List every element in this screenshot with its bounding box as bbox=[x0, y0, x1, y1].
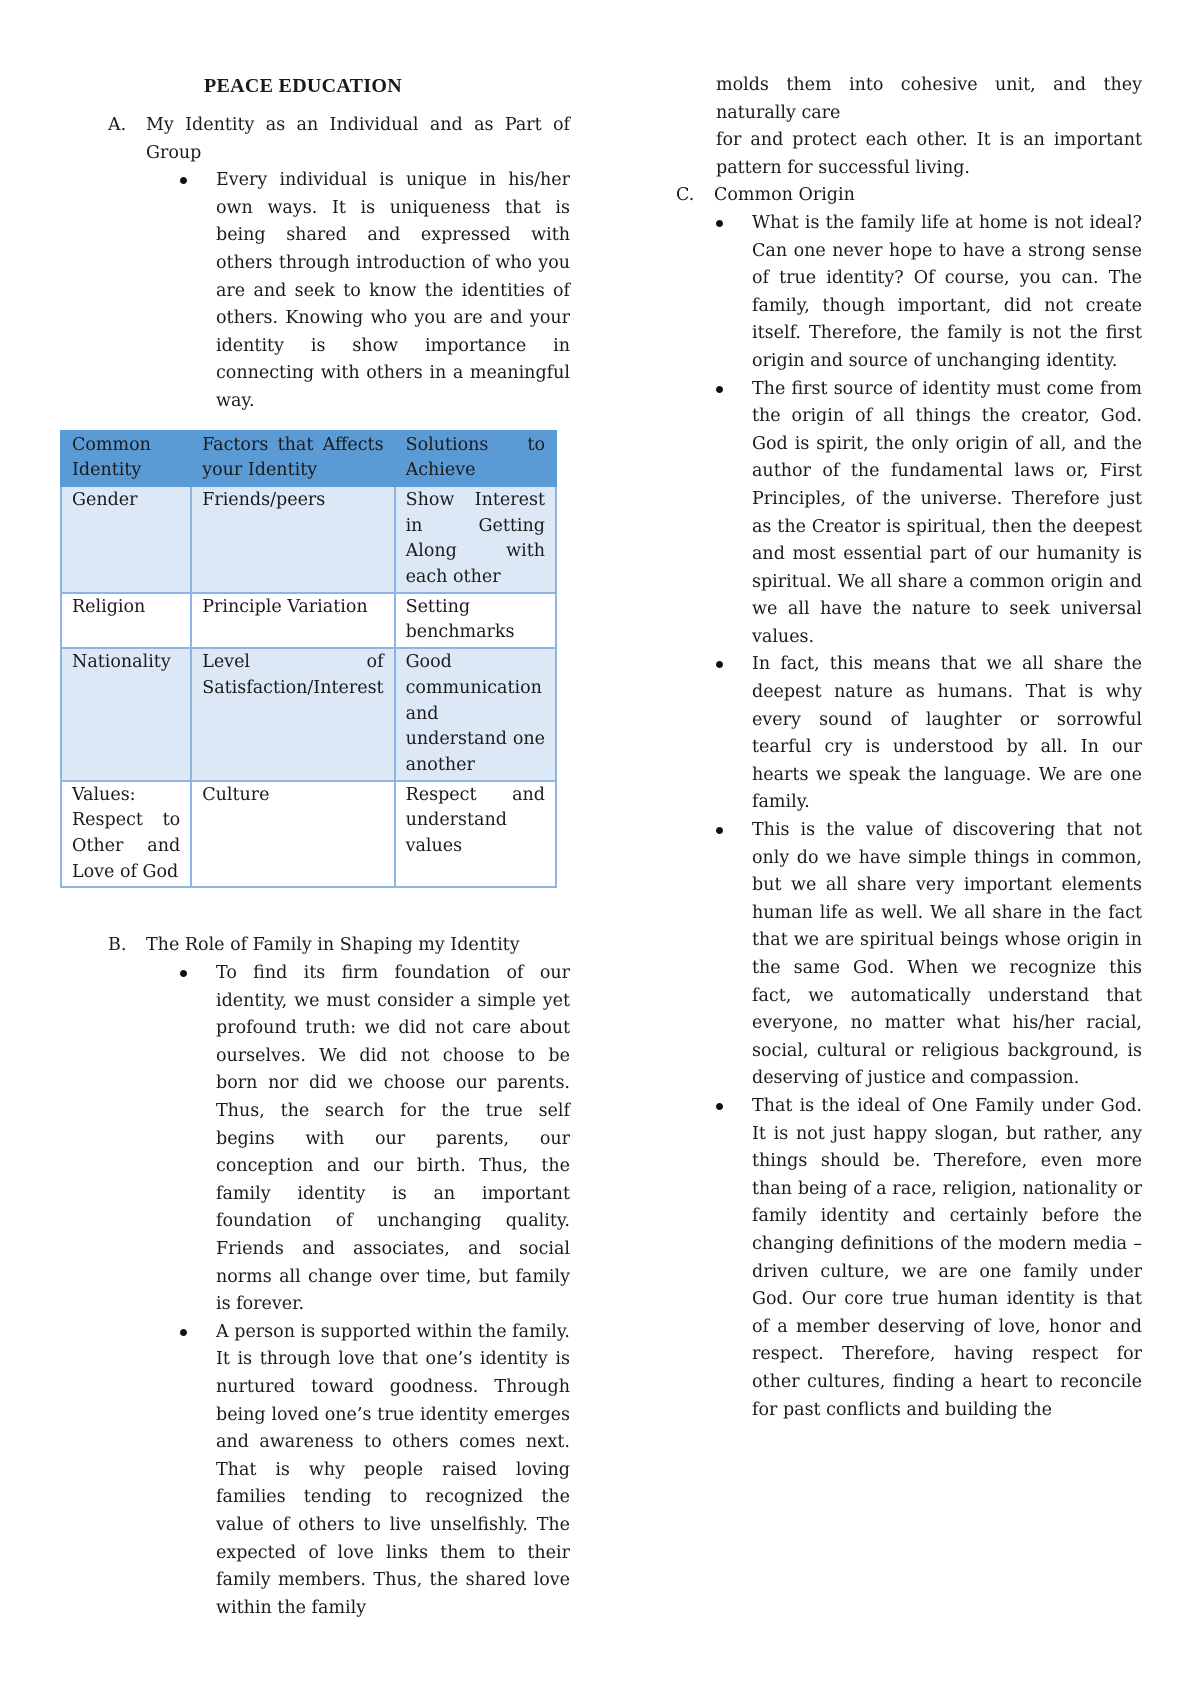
page-title: PEACE EDUCATION bbox=[203, 75, 403, 97]
bullet-icon bbox=[716, 386, 723, 393]
table-cell: Principle Variation bbox=[191, 593, 394, 648]
table-cell: Setting benchmarks bbox=[395, 593, 556, 648]
list-item: The first source of identity must come from the origin of all things the creator, God. God is spirit, the only origin of all, and the author of the fundamental laws or, First Principles, of the universe. Therefore just as the Creator is spiritual, then the deepest and most essential part of our humanity is spiritual. We all share a common origin and we all have the nature to seek universal values. bbox=[716, 376, 1142, 652]
continuation-text: molds them into cohesive unit, and they naturally care bbox=[716, 75, 1142, 123]
table-header-row bbox=[61, 431, 556, 486]
bullet-icon bbox=[716, 220, 723, 227]
table-row bbox=[61, 593, 556, 648]
table-row bbox=[61, 648, 556, 781]
left-column bbox=[72, 72, 570, 1622]
list-item: This is the value of discovering that not only do we have simple things in common, but we all share very important elements human life as well. We all share in the fact that we are spiritual beings whose origin in the same God. When we recognize this fact, we automatically understand that everyone, no matter what his/her racial, social, cultural or religious background, is deserving of justice and compassion. bbox=[716, 817, 1142, 1093]
bullet-icon bbox=[716, 827, 723, 834]
table-cell: Show Interest in Getting Along with each other bbox=[395, 486, 556, 593]
list-item: A person is supported within the family. It is through love that one’s identity is nurtured toward goodness. Through being loved one’s true identity emerges and awareness to others comes next. That is why people raised loving families tending to recognized the value of others to live unselfishly. The expected of love links them to their family members. Thus, the shared love within the family bbox=[180, 1319, 570, 1623]
table-cell: Religion bbox=[61, 593, 191, 648]
table-row bbox=[61, 781, 556, 888]
list-item: What is the family life at home is not ideal? Can one never hope to have a strong sense of true identity? Of course, you can. The family, though important, did not create itself. Therefore, the family is not the first origin and source of unchanging identity. bbox=[716, 210, 1142, 376]
section-b-title: The Role of Family in Shaping my Identity bbox=[146, 935, 520, 956]
list-item: That is the ideal of One Family under God. It is not just happy slogan, but rather, any things should be. Therefore, even more than being of a race, religion, nationality or family identity and certainly before the changing definitions of the modern media – driven culture, we are one family under God. Our core true human identity is that of a member deserving of love, honor and respect. Therefore, having respect for other cultures, finding a heart to reconcile for past conflicts and building the bbox=[716, 1093, 1142, 1424]
section-b-heading bbox=[108, 932, 570, 960]
section-a-title: My Identity as an Individual and as Part of Group bbox=[146, 115, 570, 163]
bullet-icon bbox=[716, 1103, 723, 1110]
section-c-heading bbox=[676, 182, 1142, 210]
list-item: In fact, this means that we all share the deepest nature as humans. That is why every sound of laughter or sorrowful tearful cry is understood by all. In our hearts we speak the language. We are one family. bbox=[716, 651, 1142, 817]
section-b-continuation bbox=[608, 72, 1142, 182]
table-header-cell: Solutions to Achieve bbox=[395, 431, 556, 486]
table-cell: Culture bbox=[191, 781, 394, 888]
section-c-bullets bbox=[716, 210, 1142, 1424]
section-a-letter: A. bbox=[108, 115, 127, 135]
list-item: To find its firm foundation of our identity, we must consider a simple yet profound truth: we did not care about ourselves. We did not choose to be born nor did we choose our parents. Thus, the search for the true self begins with our parents, our conception and our birth. Thus, the family identity is an important foundation of unchanging quality. Friends and associates, and social norms all change over time, but family is forever. bbox=[180, 960, 570, 1319]
table-header-cell: Common Identity bbox=[61, 431, 191, 486]
table-cell: Good communication and understand one another bbox=[395, 648, 556, 781]
section-a-heading bbox=[108, 112, 570, 167]
identity-table bbox=[60, 430, 557, 889]
section-a-bullets bbox=[180, 167, 570, 415]
table-cell: Friends/peers bbox=[191, 486, 394, 593]
right-column bbox=[676, 72, 1142, 1424]
section-c-title: Common Origin bbox=[714, 185, 855, 206]
table-header-cell: Factors that Affects your Identity bbox=[191, 431, 394, 486]
continuation-text: for and protect each other. It is an important pattern for successful living. bbox=[716, 130, 1142, 178]
table-cell: Level of Satisfaction/Interest bbox=[191, 648, 394, 781]
table-cell: Values: Respect to Other and Love of God bbox=[61, 781, 191, 888]
bullet-icon bbox=[180, 970, 187, 977]
table-cell: Nationality bbox=[61, 648, 191, 781]
section-b-bullets bbox=[180, 960, 570, 1622]
section-c-letter: C. bbox=[676, 185, 695, 206]
bullet-icon bbox=[716, 661, 723, 668]
table-row bbox=[61, 486, 556, 593]
table-cell: Gender bbox=[61, 486, 191, 593]
bullet-icon bbox=[180, 1329, 187, 1336]
section-b-letter: B. bbox=[108, 935, 127, 956]
bullet-icon bbox=[180, 177, 187, 184]
list-item: Every individual is unique in his/her own ways. It is uniqueness that is being shared and expressed with others through introduction of who you are and seek to know the identities of others. Knowing who you are and your identity is show importance in connecting with others in a meaningful way. bbox=[180, 167, 570, 415]
table-cell: Respect and understand values bbox=[395, 781, 556, 888]
